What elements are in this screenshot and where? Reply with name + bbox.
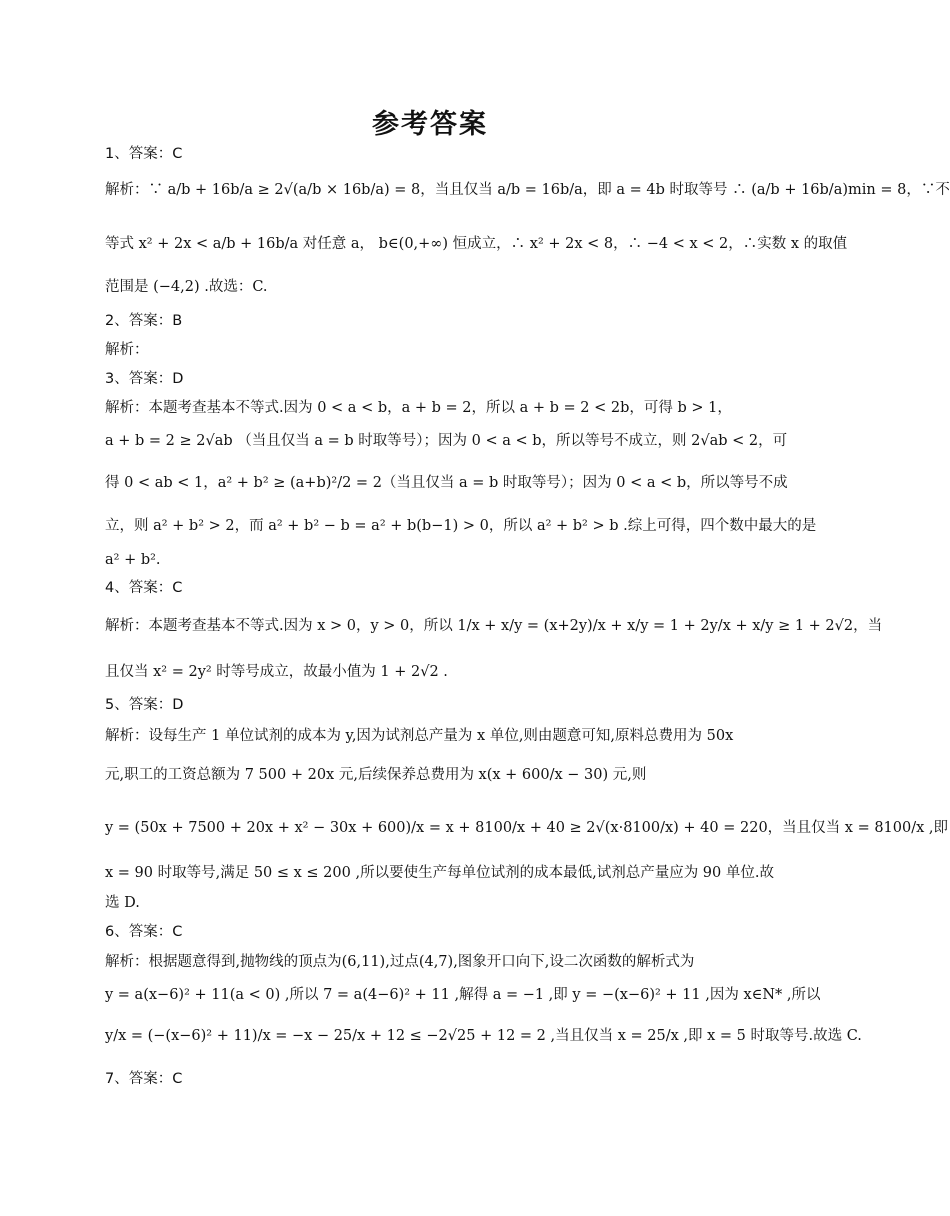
answer-6: 6、答案：C [105, 924, 183, 940]
solution-3-line-4: 立，则 a² + b² > 2，而 a² + b² − b = a² + b(b−1) > 0，所以 a² + b² > b .综上可得，四个数中最大的是 [105, 518, 817, 534]
answer-1: 1、答案：C [105, 146, 183, 162]
solution-2: 解析： [105, 342, 149, 358]
solution-3-line-5: a² + b². [105, 552, 161, 568]
solution-5-line-3: y = (50x + 7500 + 20x + x² − 30x + 600)/x = x + 8100/x + 40 ≥ 2√(x·8100/x) + 40 = 220，当且仅当 x = 8100/x ,即 [105, 820, 949, 836]
solution-1-line-1: 解析：∵ a/b + 16b/a ≥ 2√(a/b × 16b/a) = 8，当且仅当 a/b = 16b/a，即 a = 4b 时取等号 ∴ (a/b + 16b/a)min = 8，∵不 [105, 182, 950, 198]
solution-3-line-1: 解析：本题考查基本不等式.因为 0 < a < b，a + b = 2，所以 a + b = 2 < 2b，可得 b > 1， [105, 400, 732, 416]
solution-4-line-2: 且仅当 x² = 2y² 时等号成立，故最小值为 1 + 2√2 . [105, 664, 448, 680]
solution-5-line-1: 解析：设每生产 1 单位试剂的成本为 y,因为试剂总产量为 x 单位,则由题意可知,原料总费用为 50x [105, 728, 734, 744]
solution-5-line-4: x = 90 时取等号,满足 50 ≤ x ≤ 200 ,所以要使生产每单位试剂的成本最低,试剂总产量应为 90 单位.故 [105, 865, 774, 881]
answer-3: 3、答案：D [105, 371, 184, 387]
answer-7: 7、答案：C [105, 1071, 183, 1087]
solution-1-line-3: 范围是 (−4,2) .故选：C. [105, 279, 268, 295]
solution-6-line-2: y = a(x−6)² + 11(a < 0) ,所以 7 = a(4−6)² + 11 ,解得 a = −1 ,即 y = −(x−6)² + 11 ,因为 x∈N* ,所以 [105, 987, 821, 1003]
page-title: 参考答案 [372, 109, 488, 140]
solution-5-line-2: 元,职工的工资总额为 7 500 + 20x 元,后续保养总费用为 x(x + 600/x − 30) 元,则 [105, 767, 647, 783]
solution-6-line-3: y/x = (−(x−6)² + 11)/x = −x − 25/x + 12 ≤ −2√25 + 12 = 2 ,当且仅当 x = 25/x ,即 x = 5 时取等号.故选 C. [105, 1028, 862, 1044]
answer-2: 2、答案：B [105, 313, 183, 329]
solution-3-line-3: 得 0 < ab < 1，a² + b² ≥ (a+b)²/2 = 2（当且仅当 a = b 时取等号）；因为 0 < a < b，所以等号不成 [105, 475, 788, 491]
solution-6-line-1: 解析：根据题意得到,抛物线的顶点为(6,11),过点(4,7),图象开口向下,设二次函数的解析式为 [105, 954, 695, 970]
solution-3-line-2: a + b = 2 ≥ 2√ab （当且仅当 a = b 时取等号）；因为 0 < a < b，所以等号不成立，则 2√ab < 2，可 [105, 433, 788, 449]
answer-4: 4、答案：C [105, 580, 183, 596]
solution-4-line-1: 解析：本题考查基本不等式.因为 x > 0，y > 0，所以 1/x + x/y = (x+2y)/x + x/y = 1 + 2y/x + x/y ≥ 1 + 2√2，当 [105, 618, 883, 634]
solution-5-line-5: 选 D. [105, 895, 140, 911]
answer-5: 5、答案：D [105, 697, 184, 713]
solution-1-line-2: 等式 x² + 2x < a/b + 16b/a 对任意 a， b∈(0,+∞) 恒成立，∴ x² + 2x < 8，∴ −4 < x < 2，∴实数 x 的取值 [105, 236, 848, 252]
